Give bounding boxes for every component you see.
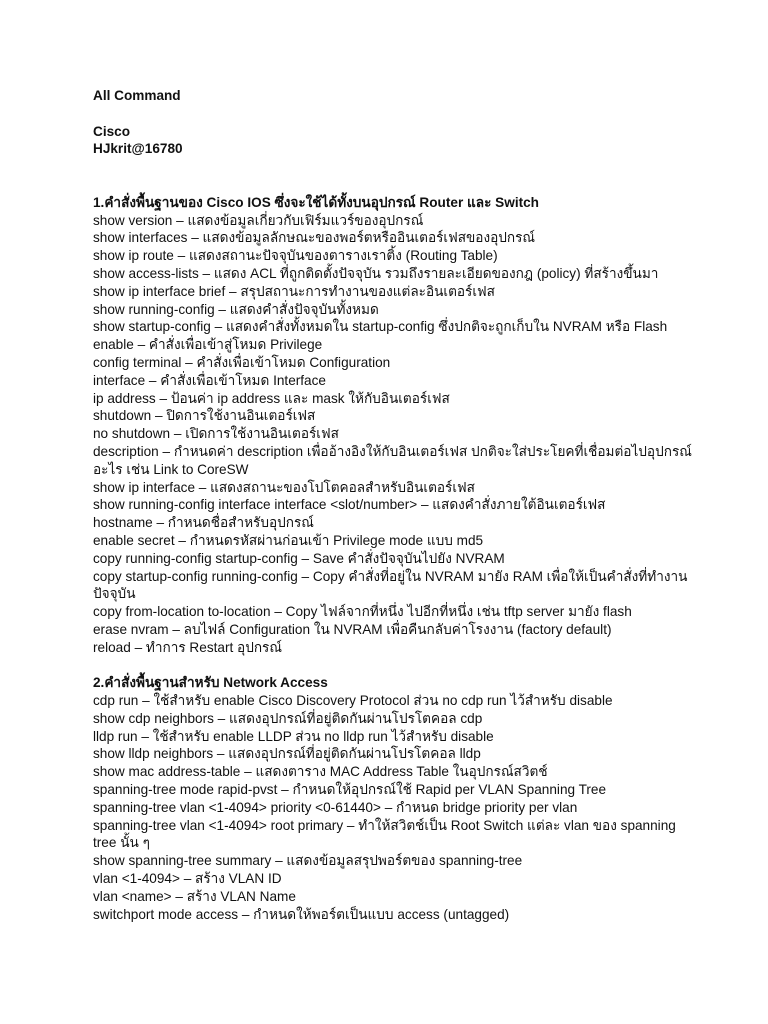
command-line: show running-config interface interface <slot/number> – แสดงคำสั่งภายใต้อินเตอร์เฟส <box>93 497 606 513</box>
command-line: show ip interface – แสดงสถานะของโปโตคอลสำหรับอินเตอร์เฟส <box>93 479 475 495</box>
command-line: show mac address-table – แสดงตาราง MAC Address Table ในอุปกรณ์สวิตช์ <box>93 764 548 780</box>
section-2-command-list <box>93 692 693 923</box>
command-line: vlan <name> – สร้าง VLAN Name <box>93 888 296 904</box>
command-line: copy startup-config running-config – Copy คำสั่งที่อยู่ใน NVRAM มายัง RAM เพื่อให้เป็นคำสั่งที่ทำงานปัจจุบัน <box>93 568 688 602</box>
command-line: spanning-tree vlan <1-4094> root primary – ทำให้สวิตช์เป็น Root Switch แต่ละ vlan ของ spanning tree นั้น ๆ <box>93 817 676 851</box>
command-line: spanning-tree vlan <1-4094> priority <0-61440> – กำหนด bridge priority per vlan <box>93 799 578 815</box>
command-line: copy from-location to-location – Copy ไฟล์จากที่หนึ่ง ไปอีกที่หนึ่ง เช่น tftp server มายัง flash <box>93 604 632 620</box>
command-line: reload – ทำการ Restart อุปกรณ์ <box>93 639 282 655</box>
command-line: shutdown – ปิดการใช้งานอินเตอร์เฟส <box>93 408 316 424</box>
command-line: show access-lists – แสดง ACL ที่ถูกติดตั้งปัจจุบัน รวมถึงรายละเอียดของกฎ (policy) ที่สร้างขึ้นมา <box>93 265 659 281</box>
command-line: show version – แสดงข้อมูลเกี่ยวกับเฟิร์มแวร์ของอุปกรณ์ <box>93 212 424 228</box>
command-line: description – กำหนดค่า description เพื่ออ้างอิงให้กับอินเตอร์เฟส ปกติจะใส่ประโยคที่เชื่อมต่อไปอุปกรณ์อะไร เช่น Link to CoreSW <box>93 443 692 477</box>
command-line: show startup-config – แสดงคำสั่งทั้งหมดใน startup-config ซึ่งปกติจะถูกเก็บใน NVRAM หรือ Flash <box>93 319 668 335</box>
command-line: no shutdown – เปิดการใช้งานอินเตอร์เฟส <box>93 426 339 442</box>
vendor-name: Cisco <box>93 123 131 139</box>
command-line: show cdp neighbors – แสดงอุปกรณ์ที่อยู่ติดกันผ่านโปรโตคอล cdp <box>93 710 483 726</box>
document-title: All Command <box>93 88 181 103</box>
author-handle: HJkrit@16780 <box>93 141 183 157</box>
command-line: show interfaces – แสดงข้อมูลลักษณะของพอร์ตหรืออินเตอร์เฟสของอุปกรณ์ <box>93 230 536 246</box>
command-line: copy running-config startup-config – Save คำสั่งปัจจุบันไปยัง NVRAM <box>93 550 505 566</box>
command-line: interface – คำสั่งเพื่อเข้าโหมด Interface <box>93 372 326 388</box>
spacer <box>93 657 693 675</box>
section-1-command-list <box>93 212 693 657</box>
command-line: enable – คำสั่งเพื่อเข้าสู่โหมด Privilege <box>93 337 323 353</box>
command-line: erase nvram – ลบไฟล์ Configuration ใน NVRAM เพื่อคืนกลับค่าโรงงาน (factory default) <box>93 621 612 637</box>
spacer <box>93 158 693 194</box>
command-line: show ip interface brief – สรุปสถานะการทำงานของแต่ละอินเตอร์เฟส <box>93 283 495 299</box>
command-line: config terminal – คำสั่งเพื่อเข้าโหมด Configuration <box>93 354 391 370</box>
document-body <box>93 87 693 923</box>
command-line: show running-config – แสดงคำสั่งปัจจุบันทั้งหมด <box>93 301 379 317</box>
command-line: show spanning-tree summary – แสดงข้อมูลสรุปพอร์ตของ spanning-tree <box>93 853 523 869</box>
command-line: hostname – กำหนดชื่อสำหรับอุปกรณ์ <box>93 515 314 531</box>
command-line: show lldp neighbors – แสดงอุปกรณ์ที่อยู่ติดกันผ่านโปรโตคอล lldp <box>93 746 481 762</box>
command-line: lldp run – ใช้สำหรับ enable LLDP ส่วน no lldp run ไว้สำหรับ disable <box>93 728 494 744</box>
section-1-heading: 1.คำสั่งพื้นฐานของ Cisco IOS ซึ่งจะใช้ได้ทั้งบนอุปกรณ์ Router และ Switch <box>93 194 539 210</box>
command-line: ip address – ป้อนค่า ip address และ mask ให้กับอินเตอร์เฟส <box>93 390 450 406</box>
command-line: switchport mode access – กำหนดให้พอร์ตเป็นแบบ access (untagged) <box>93 906 510 922</box>
command-line: cdp run – ใช้สำหรับ enable Cisco Discovery Protocol ส่วน no cdp run ไว้สำหรับ disable <box>93 693 613 709</box>
section-2-heading: 2.คำสั่งพื้นฐานสำหรับ Network Access <box>93 675 328 691</box>
command-line: vlan <1-4094> – สร้าง VLAN ID <box>93 871 282 887</box>
command-line: enable secret – กำหนดรหัสผ่านก่อนเข้า Privilege mode แบบ md5 <box>93 532 484 548</box>
command-line: show ip route – แสดงสถานะปัจจุบันของตารางเราติ้ง (Routing Table) <box>93 248 498 264</box>
command-line: spanning-tree mode rapid-pvst – กำหนดให้อุปกรณ์ใช้ Rapid per VLAN Spanning Tree <box>93 782 607 798</box>
spacer <box>93 105 693 123</box>
